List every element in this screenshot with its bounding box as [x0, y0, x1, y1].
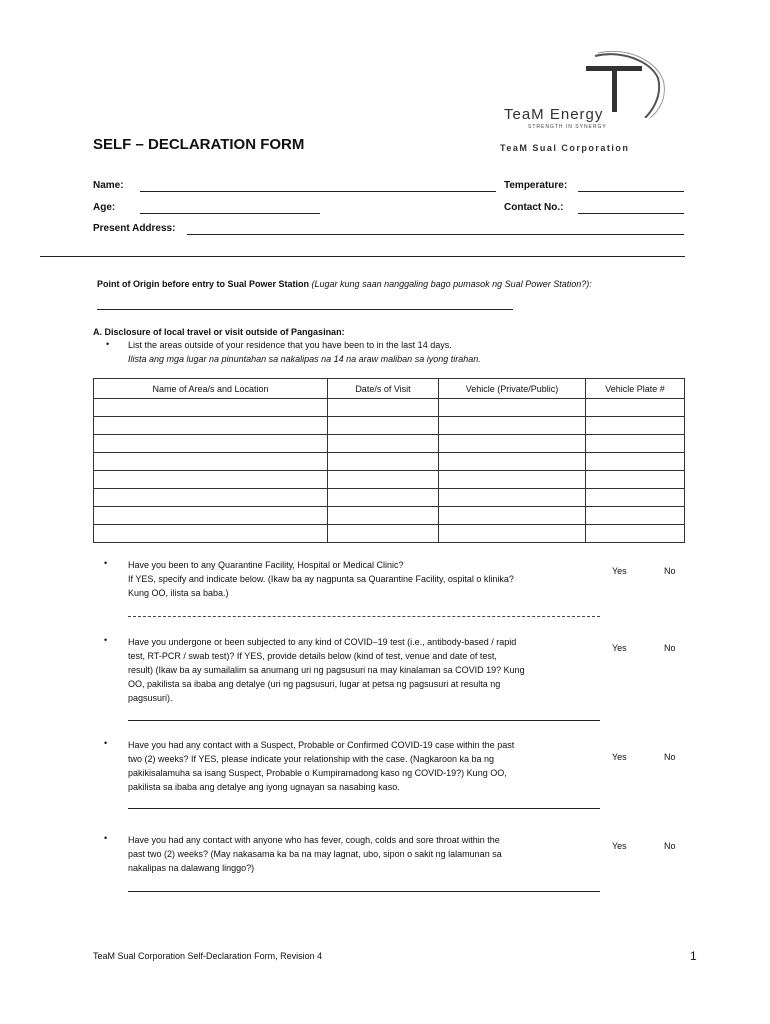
address-field[interactable] — [187, 234, 684, 235]
table-header-row — [94, 379, 685, 399]
name-label: Name: — [93, 180, 124, 191]
table-cell[interactable] — [439, 435, 586, 453]
origin-field[interactable] — [97, 309, 513, 310]
table-row — [94, 507, 685, 525]
table-cell[interactable] — [94, 525, 328, 543]
section-a-instruction: List the areas outside of your residence that you have been to in the last 14 days. — [128, 340, 452, 350]
table-row — [94, 417, 685, 435]
table-cell[interactable] — [328, 525, 439, 543]
bullet-icon: • — [104, 738, 108, 748]
temperature-label: Temperature: — [504, 180, 568, 191]
origin-label: Point of Origin before entry to Sual Power Station — [97, 279, 310, 289]
bullet-icon: • — [104, 635, 108, 645]
question-line: past two (2) weeks? (May nakasama ka ba na may lagnat, ubo, sipon o sakit ng lalamunan sa — [128, 849, 502, 859]
table-row — [94, 525, 685, 543]
table-cell[interactable] — [439, 417, 586, 435]
header-vehicle: Vehicle (Private/Public) — [439, 379, 586, 399]
table-cell[interactable] — [328, 435, 439, 453]
question-text — [128, 833, 592, 875]
table-cell[interactable] — [586, 453, 685, 471]
question-line: Kung OO, ilista sa baba.) — [128, 588, 229, 598]
table-cell[interactable] — [328, 417, 439, 435]
question-line: If YES, specify and indicate below. (Ikaw ba ay nagpunta sa Quarantine Facility, ospital o klinika? — [128, 574, 514, 584]
temperature-field[interactable] — [578, 191, 684, 192]
table-cell[interactable] — [94, 489, 328, 507]
question-line: pakilista sa ibaba ang detalye ang iyong ugnayan sa nasabing kaso. — [128, 782, 400, 792]
question-line: Have you had any contact with a Suspect, Probable or Confirmed COVID-19 case within the past — [128, 740, 515, 750]
table-cell[interactable] — [328, 471, 439, 489]
section-a-instruction-tl: Ilista ang mga lugar na pinuntahan sa nakalipas na 14 na araw maliban sa iyong tirahan. — [128, 354, 481, 364]
question-line: nakalipas na dalawang linggo?) — [128, 863, 255, 873]
company-name: TeaM Sual Corporation — [500, 143, 630, 153]
question-line: pagsusuri). — [128, 693, 173, 703]
yes-option[interactable]: Yes — [612, 643, 627, 653]
table-cell[interactable] — [328, 507, 439, 525]
table-cell[interactable] — [328, 489, 439, 507]
no-option[interactable]: No — [664, 643, 676, 653]
question-line: Have you been to any Quarantine Facility, Hospital or Medical Clinic? — [128, 560, 404, 570]
table-cell[interactable] — [328, 453, 439, 471]
table-cell[interactable] — [94, 471, 328, 489]
table-cell[interactable] — [439, 453, 586, 471]
question-line: Have you undergone or been subjected to any kind of COVID–19 test (i.e., antibody-based / rapid — [128, 637, 517, 647]
table-row — [94, 399, 685, 417]
question-line: test, RT-PCR / swab test)? If YES, provide details below (kind of test, venue and date of test, — [128, 651, 497, 661]
answer-field[interactable] — [128, 720, 600, 721]
contact-label: Contact No.: — [504, 202, 564, 213]
answer-field[interactable] — [128, 808, 600, 809]
company-logo — [500, 48, 670, 156]
table-cell[interactable] — [439, 507, 586, 525]
age-field[interactable] — [140, 213, 320, 214]
yes-option[interactable]: Yes — [612, 752, 627, 762]
origin-label-tl: (Lugar kung saan nanggaling bago pumasok ng Sual Power Station?): — [311, 279, 592, 289]
no-option[interactable]: No — [664, 841, 676, 851]
question-text — [128, 635, 592, 705]
bullet-icon: • — [106, 339, 110, 349]
logo-name: TeaM Energy — [504, 106, 604, 123]
table-cell[interactable] — [586, 417, 685, 435]
question-text — [128, 738, 592, 794]
question-line: pakikisalamuha sa isang Suspect, Probable o Kumpiramadong kaso ng COVID-19?) Kung OO, — [128, 768, 507, 778]
question-line: OO, pakilista sa ibaba ang detalye (uri ng pagsusuri, lugar at petsa ng pagsusuri at resulta ng — [128, 679, 501, 689]
table-row — [94, 489, 685, 507]
header-plate: Vehicle Plate # — [586, 379, 685, 399]
contact-field[interactable] — [578, 213, 684, 214]
yes-option[interactable]: Yes — [612, 566, 627, 576]
table-cell[interactable] — [586, 489, 685, 507]
age-label: Age: — [93, 202, 116, 213]
table-cell[interactable] — [328, 399, 439, 417]
address-label: Present Address: — [93, 223, 176, 234]
address-field-line2[interactable] — [40, 256, 685, 257]
table-row — [94, 471, 685, 489]
page-number: 1 — [690, 949, 697, 963]
table-row — [94, 453, 685, 471]
answer-field[interactable] — [128, 616, 600, 617]
footer-text: TeaM Sual Corporation Self-Declaration Form, Revision 4 — [93, 951, 323, 961]
table-cell[interactable] — [586, 399, 685, 417]
section-a-heading: A. Disclosure of local travel or visit outside of Pangasinan: — [93, 327, 345, 337]
name-field[interactable] — [140, 191, 496, 192]
table-cell[interactable] — [94, 417, 328, 435]
table-cell[interactable] — [94, 435, 328, 453]
question-line: Have you had any contact with anyone who has fever, cough, colds and sore throat within the — [128, 835, 500, 845]
table-cell[interactable] — [586, 507, 685, 525]
table-row — [94, 435, 685, 453]
no-option[interactable]: No — [664, 752, 676, 762]
table-cell[interactable] — [586, 471, 685, 489]
table-cell[interactable] — [94, 453, 328, 471]
page-title: SELF – DECLARATION FORM — [93, 136, 305, 153]
origin-question — [97, 279, 592, 289]
logo-tagline: STRENGTH IN SYNERGY — [528, 124, 607, 130]
table-cell[interactable] — [94, 507, 328, 525]
table-cell[interactable] — [439, 489, 586, 507]
question-line: two (2) weeks? If YES, please indicate your relationship with the case. (Nagkaroon ka ba ng — [128, 754, 495, 764]
table-cell[interactable] — [586, 525, 685, 543]
question-text — [128, 558, 592, 600]
table-cell[interactable] — [439, 525, 586, 543]
yes-option[interactable]: Yes — [612, 841, 627, 851]
travel-table — [93, 378, 685, 543]
header-dates: Date/s of Visit — [328, 379, 439, 399]
table-cell[interactable] — [439, 471, 586, 489]
bullet-icon: • — [104, 558, 108, 568]
table-cell[interactable] — [94, 399, 328, 417]
table-cell[interactable] — [439, 399, 586, 417]
answer-field[interactable] — [128, 891, 600, 892]
header-area: Name of Area/s and Location — [94, 379, 328, 399]
table-cell[interactable] — [586, 435, 685, 453]
bullet-icon: • — [104, 833, 108, 843]
question-line: result) (Ikaw ba ay sumailalim sa anumang uri ng pagsusuri na may kinalaman sa COVID 19? Kung — [128, 665, 525, 675]
no-option[interactable]: No — [664, 566, 676, 576]
